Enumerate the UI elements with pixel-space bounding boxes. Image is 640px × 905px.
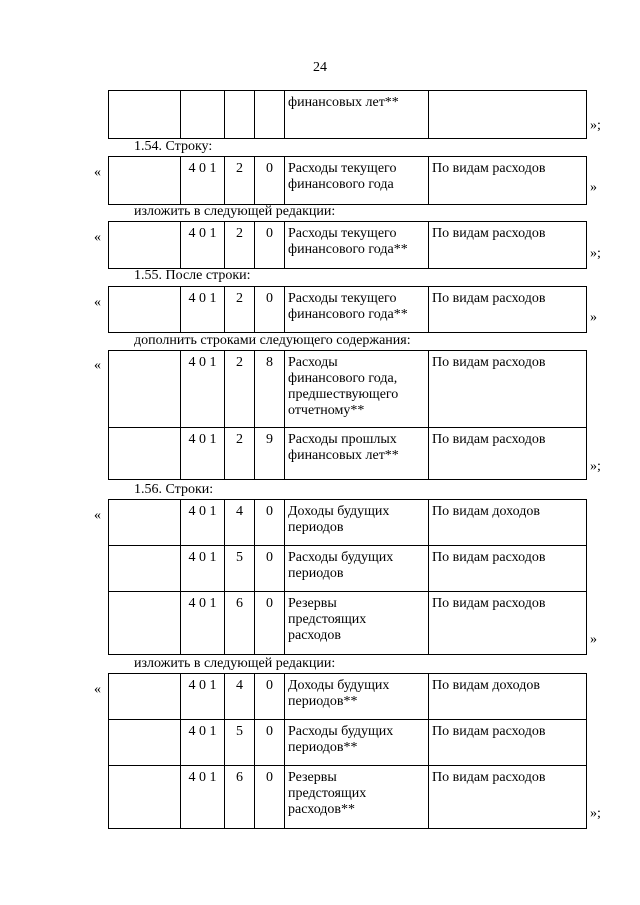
code-cell-3: 4 xyxy=(225,674,255,720)
code-cell-3: 2 xyxy=(225,222,255,269)
code-cell-3: 2 xyxy=(225,157,255,205)
code-cell-1 xyxy=(109,674,181,720)
code-cell-1 xyxy=(109,222,181,269)
code-cell-2: 4 0 1 xyxy=(181,766,225,829)
code-cell-2: 4 0 1 xyxy=(181,720,225,766)
open-quote: « xyxy=(94,165,101,180)
name-line: финансовых лет** xyxy=(288,95,399,110)
type-cell: По видам расходов xyxy=(429,720,587,766)
code-cell-1 xyxy=(109,91,181,139)
section-caption: дополнить строками следующего содержания: xyxy=(134,333,411,348)
table-row xyxy=(109,546,587,592)
table-row xyxy=(109,222,587,269)
code-cell-2: 4 0 1 xyxy=(181,222,225,269)
name-cell xyxy=(285,674,429,720)
type-cell: По видам расходов xyxy=(429,592,587,655)
code-cell-3: 4 xyxy=(225,500,255,546)
name-line: периодов** xyxy=(288,694,358,709)
name-line: предшествующего xyxy=(288,387,399,402)
name-line: расходов** xyxy=(288,802,356,817)
code-cell-4: 0 xyxy=(255,546,285,592)
name-line: Расходы прошлых xyxy=(288,432,397,447)
open-quote: « xyxy=(94,358,101,373)
name-line: финансового года** xyxy=(288,242,408,257)
name-line: Доходы будущих xyxy=(288,504,390,519)
code-cell-4: 0 xyxy=(255,287,285,333)
name-cell xyxy=(285,287,429,333)
code-table xyxy=(108,499,587,655)
name-line: периодов xyxy=(288,566,344,581)
code-cell-4: 0 xyxy=(255,674,285,720)
code-cell-2: 4 0 1 xyxy=(181,157,225,205)
code-cell-3: 6 xyxy=(225,766,255,829)
code-cell-3: 2 xyxy=(225,428,255,480)
name-line: периодов** xyxy=(288,740,358,755)
code-cell-2: 4 0 1 xyxy=(181,674,225,720)
section-caption: изложить в следующей редакции: xyxy=(134,204,336,219)
name-line: Расходы будущих xyxy=(288,550,394,565)
close-quote: » xyxy=(590,180,597,195)
type-cell: По видам доходов xyxy=(429,500,587,546)
close-quote: » xyxy=(590,310,597,325)
type-cell: По видам расходов xyxy=(429,546,587,592)
open-quote: « xyxy=(94,230,101,245)
table-row xyxy=(109,720,587,766)
code-cell-4: 0 xyxy=(255,500,285,546)
code-cell-3: 5 xyxy=(225,546,255,592)
code-cell-1 xyxy=(109,500,181,546)
code-cell-1 xyxy=(109,428,181,480)
code-cell-1 xyxy=(109,546,181,592)
code-cell-1 xyxy=(109,351,181,428)
name-cell xyxy=(285,428,429,480)
name-cell xyxy=(285,351,429,428)
code-cell-4: 0 xyxy=(255,720,285,766)
code-table xyxy=(108,350,587,480)
name-line: финансового года** xyxy=(288,307,408,322)
code-table xyxy=(108,221,587,269)
code-table xyxy=(108,90,587,139)
code-cell-2 xyxy=(181,91,225,139)
code-cell-1 xyxy=(109,766,181,829)
name-line: Расходы текущего xyxy=(288,226,397,241)
code-cell-4 xyxy=(255,91,285,139)
name-cell xyxy=(285,592,429,655)
code-table xyxy=(108,156,587,205)
name-line: Доходы будущих xyxy=(288,678,390,693)
name-line: Расходы будущих xyxy=(288,724,394,739)
close-quote: »; xyxy=(590,246,601,261)
table-row xyxy=(109,592,587,655)
table-row xyxy=(109,674,587,720)
name-cell xyxy=(285,222,429,269)
code-cell-1 xyxy=(109,592,181,655)
name-cell xyxy=(285,91,429,139)
name-line: предстоящих xyxy=(288,612,367,627)
name-cell xyxy=(285,157,429,205)
name-line: Расходы xyxy=(288,355,338,370)
name-line: отчетному** xyxy=(288,403,365,418)
code-cell-3: 2 xyxy=(225,287,255,333)
type-cell: По видам расходов xyxy=(429,428,587,480)
code-cell-3: 2 xyxy=(225,351,255,428)
code-cell-4: 0 xyxy=(255,766,285,829)
code-cell-1 xyxy=(109,720,181,766)
name-line: предстоящих xyxy=(288,786,367,801)
code-cell-2: 4 0 1 xyxy=(181,287,225,333)
code-cell-2: 4 0 1 xyxy=(181,592,225,655)
type-cell: По видам расходов xyxy=(429,287,587,333)
type-cell xyxy=(429,91,587,139)
table-row xyxy=(109,91,587,139)
name-line: финансовых лет** xyxy=(288,448,399,463)
code-cell-4: 9 xyxy=(255,428,285,480)
code-cell-2: 4 0 1 xyxy=(181,500,225,546)
name-line: финансового года, xyxy=(288,371,398,386)
table-row xyxy=(109,351,587,428)
code-table xyxy=(108,673,587,829)
name-cell xyxy=(285,720,429,766)
section-caption: изложить в следующей редакции: xyxy=(134,656,336,671)
page-number: 24 xyxy=(313,60,327,75)
code-cell-4: 0 xyxy=(255,157,285,205)
name-cell xyxy=(285,546,429,592)
type-cell: По видам расходов xyxy=(429,766,587,829)
type-cell: По видам доходов xyxy=(429,674,587,720)
section-caption: 1.56. Строки: xyxy=(134,482,214,497)
name-line: Резервы xyxy=(288,770,337,785)
code-cell-3 xyxy=(225,91,255,139)
code-cell-4: 0 xyxy=(255,592,285,655)
code-cell-1 xyxy=(109,287,181,333)
open-quote: « xyxy=(94,295,101,310)
table-row xyxy=(109,500,587,546)
name-cell xyxy=(285,500,429,546)
open-quote: « xyxy=(94,682,101,697)
name-line: Расходы текущего xyxy=(288,161,397,176)
close-quote: » xyxy=(590,632,597,647)
type-cell: По видам расходов xyxy=(429,222,587,269)
section-caption: 1.54. Строку: xyxy=(134,139,213,154)
name-line: расходов xyxy=(288,628,342,643)
type-cell: По видам расходов xyxy=(429,351,587,428)
code-cell-3: 5 xyxy=(225,720,255,766)
code-cell-2: 4 0 1 xyxy=(181,428,225,480)
name-line: периодов xyxy=(288,520,344,535)
code-table xyxy=(108,286,587,333)
open-quote: « xyxy=(94,508,101,523)
table-row xyxy=(109,157,587,205)
table-row xyxy=(109,428,587,480)
code-cell-3: 6 xyxy=(225,592,255,655)
name-line: Расходы текущего xyxy=(288,291,397,306)
name-line: финансового года xyxy=(288,177,394,192)
name-line: Резервы xyxy=(288,596,337,611)
table-row xyxy=(109,287,587,333)
code-cell-2: 4 0 1 xyxy=(181,351,225,428)
code-cell-4: 0 xyxy=(255,222,285,269)
close-quote: »; xyxy=(590,118,601,133)
close-quote: »; xyxy=(590,459,601,474)
section-caption: 1.55. После строки: xyxy=(134,268,251,283)
table-row xyxy=(109,766,587,829)
close-quote: »; xyxy=(590,806,601,821)
code-cell-2: 4 0 1 xyxy=(181,546,225,592)
code-cell-1 xyxy=(109,157,181,205)
name-cell xyxy=(285,766,429,829)
code-cell-4: 8 xyxy=(255,351,285,428)
type-cell: По видам расходов xyxy=(429,157,587,205)
